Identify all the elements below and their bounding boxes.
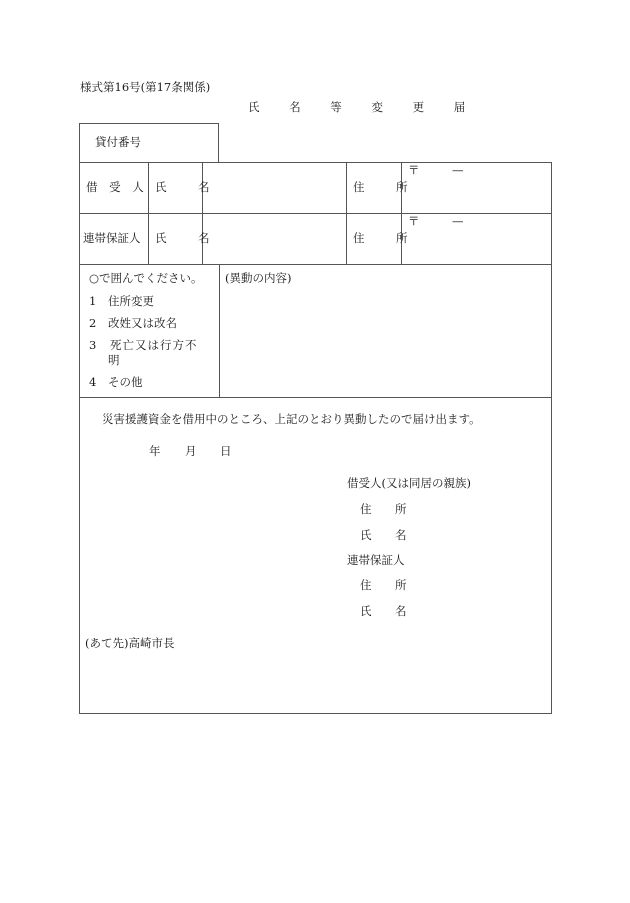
- document-title: 氏 名 等 変 更 届: [248, 100, 479, 114]
- borrower-postal-mark: 〒: [408, 163, 420, 177]
- loan-number-label: 貸付番号: [95, 135, 141, 149]
- change-details-label: (異動の内容): [225, 271, 292, 285]
- option-1-num: 1: [89, 294, 97, 308]
- date-year-label: 年: [149, 444, 161, 458]
- borrower-postal-dash: —: [452, 163, 464, 177]
- addressee: (あて先)高崎市長: [85, 636, 175, 650]
- borrower-name-label: 氏 名: [155, 180, 220, 194]
- option-4-label[interactable]: その他: [108, 375, 143, 389]
- option-3-label[interactable]: 死亡又は行方不: [110, 338, 198, 352]
- declarant-guarantor-heading: 連帯保証人: [347, 553, 405, 567]
- borrower-label: 借 受 人: [86, 180, 148, 194]
- option-4-num: 4: [89, 375, 97, 389]
- col-divider-1: [148, 162, 149, 264]
- date-day-label: 日: [220, 444, 232, 458]
- row-divider-2: [79, 264, 552, 265]
- option-1-label[interactable]: 住所変更: [108, 294, 154, 308]
- declarant-borrower-name: 氏 名: [360, 528, 413, 542]
- guarantor-label: 連帯保証人: [83, 231, 141, 245]
- borrower-name-field[interactable]: [210, 182, 340, 196]
- declarant-guarantor-name: 氏 名: [360, 604, 413, 618]
- change-details-field[interactable]: [225, 292, 545, 392]
- option-2-num: 2: [89, 316, 97, 330]
- declarant-borrower-heading: 借受人(又は同居の親族): [347, 476, 471, 490]
- option-3-num: 3: [89, 338, 97, 352]
- date-month-label: 月: [185, 444, 197, 458]
- col-divider-3: [346, 162, 347, 264]
- option-3-label-cont: 明: [108, 353, 120, 367]
- row-divider-1: [79, 213, 552, 214]
- guarantor-postal-dash: —: [452, 214, 464, 228]
- declarant-borrower-address: 住 所: [360, 502, 413, 516]
- options-instruction: ○で囲んでください。: [89, 271, 203, 285]
- loan-number-field[interactable]: [150, 137, 210, 151]
- declaration-statement: 災害援護資金を借用中のところ、上記のとおり異動したので届け出ます。: [102, 412, 481, 426]
- form-number: 様式第16号(第17条関係): [80, 80, 211, 94]
- borrower-address-label: 住 所: [353, 180, 418, 194]
- guarantor-postal-mark: 〒: [408, 214, 420, 228]
- options-divider: [219, 264, 220, 398]
- guarantor-name-field[interactable]: [210, 233, 340, 247]
- declarant-guarantor-address: 住 所: [360, 578, 413, 592]
- col-divider-2: [202, 162, 203, 264]
- guarantor-name-label: 氏 名: [155, 231, 220, 245]
- guarantor-address-label: 住 所: [353, 231, 418, 245]
- option-2-label[interactable]: 改姓又は改名: [108, 316, 177, 330]
- col-divider-4: [401, 162, 402, 264]
